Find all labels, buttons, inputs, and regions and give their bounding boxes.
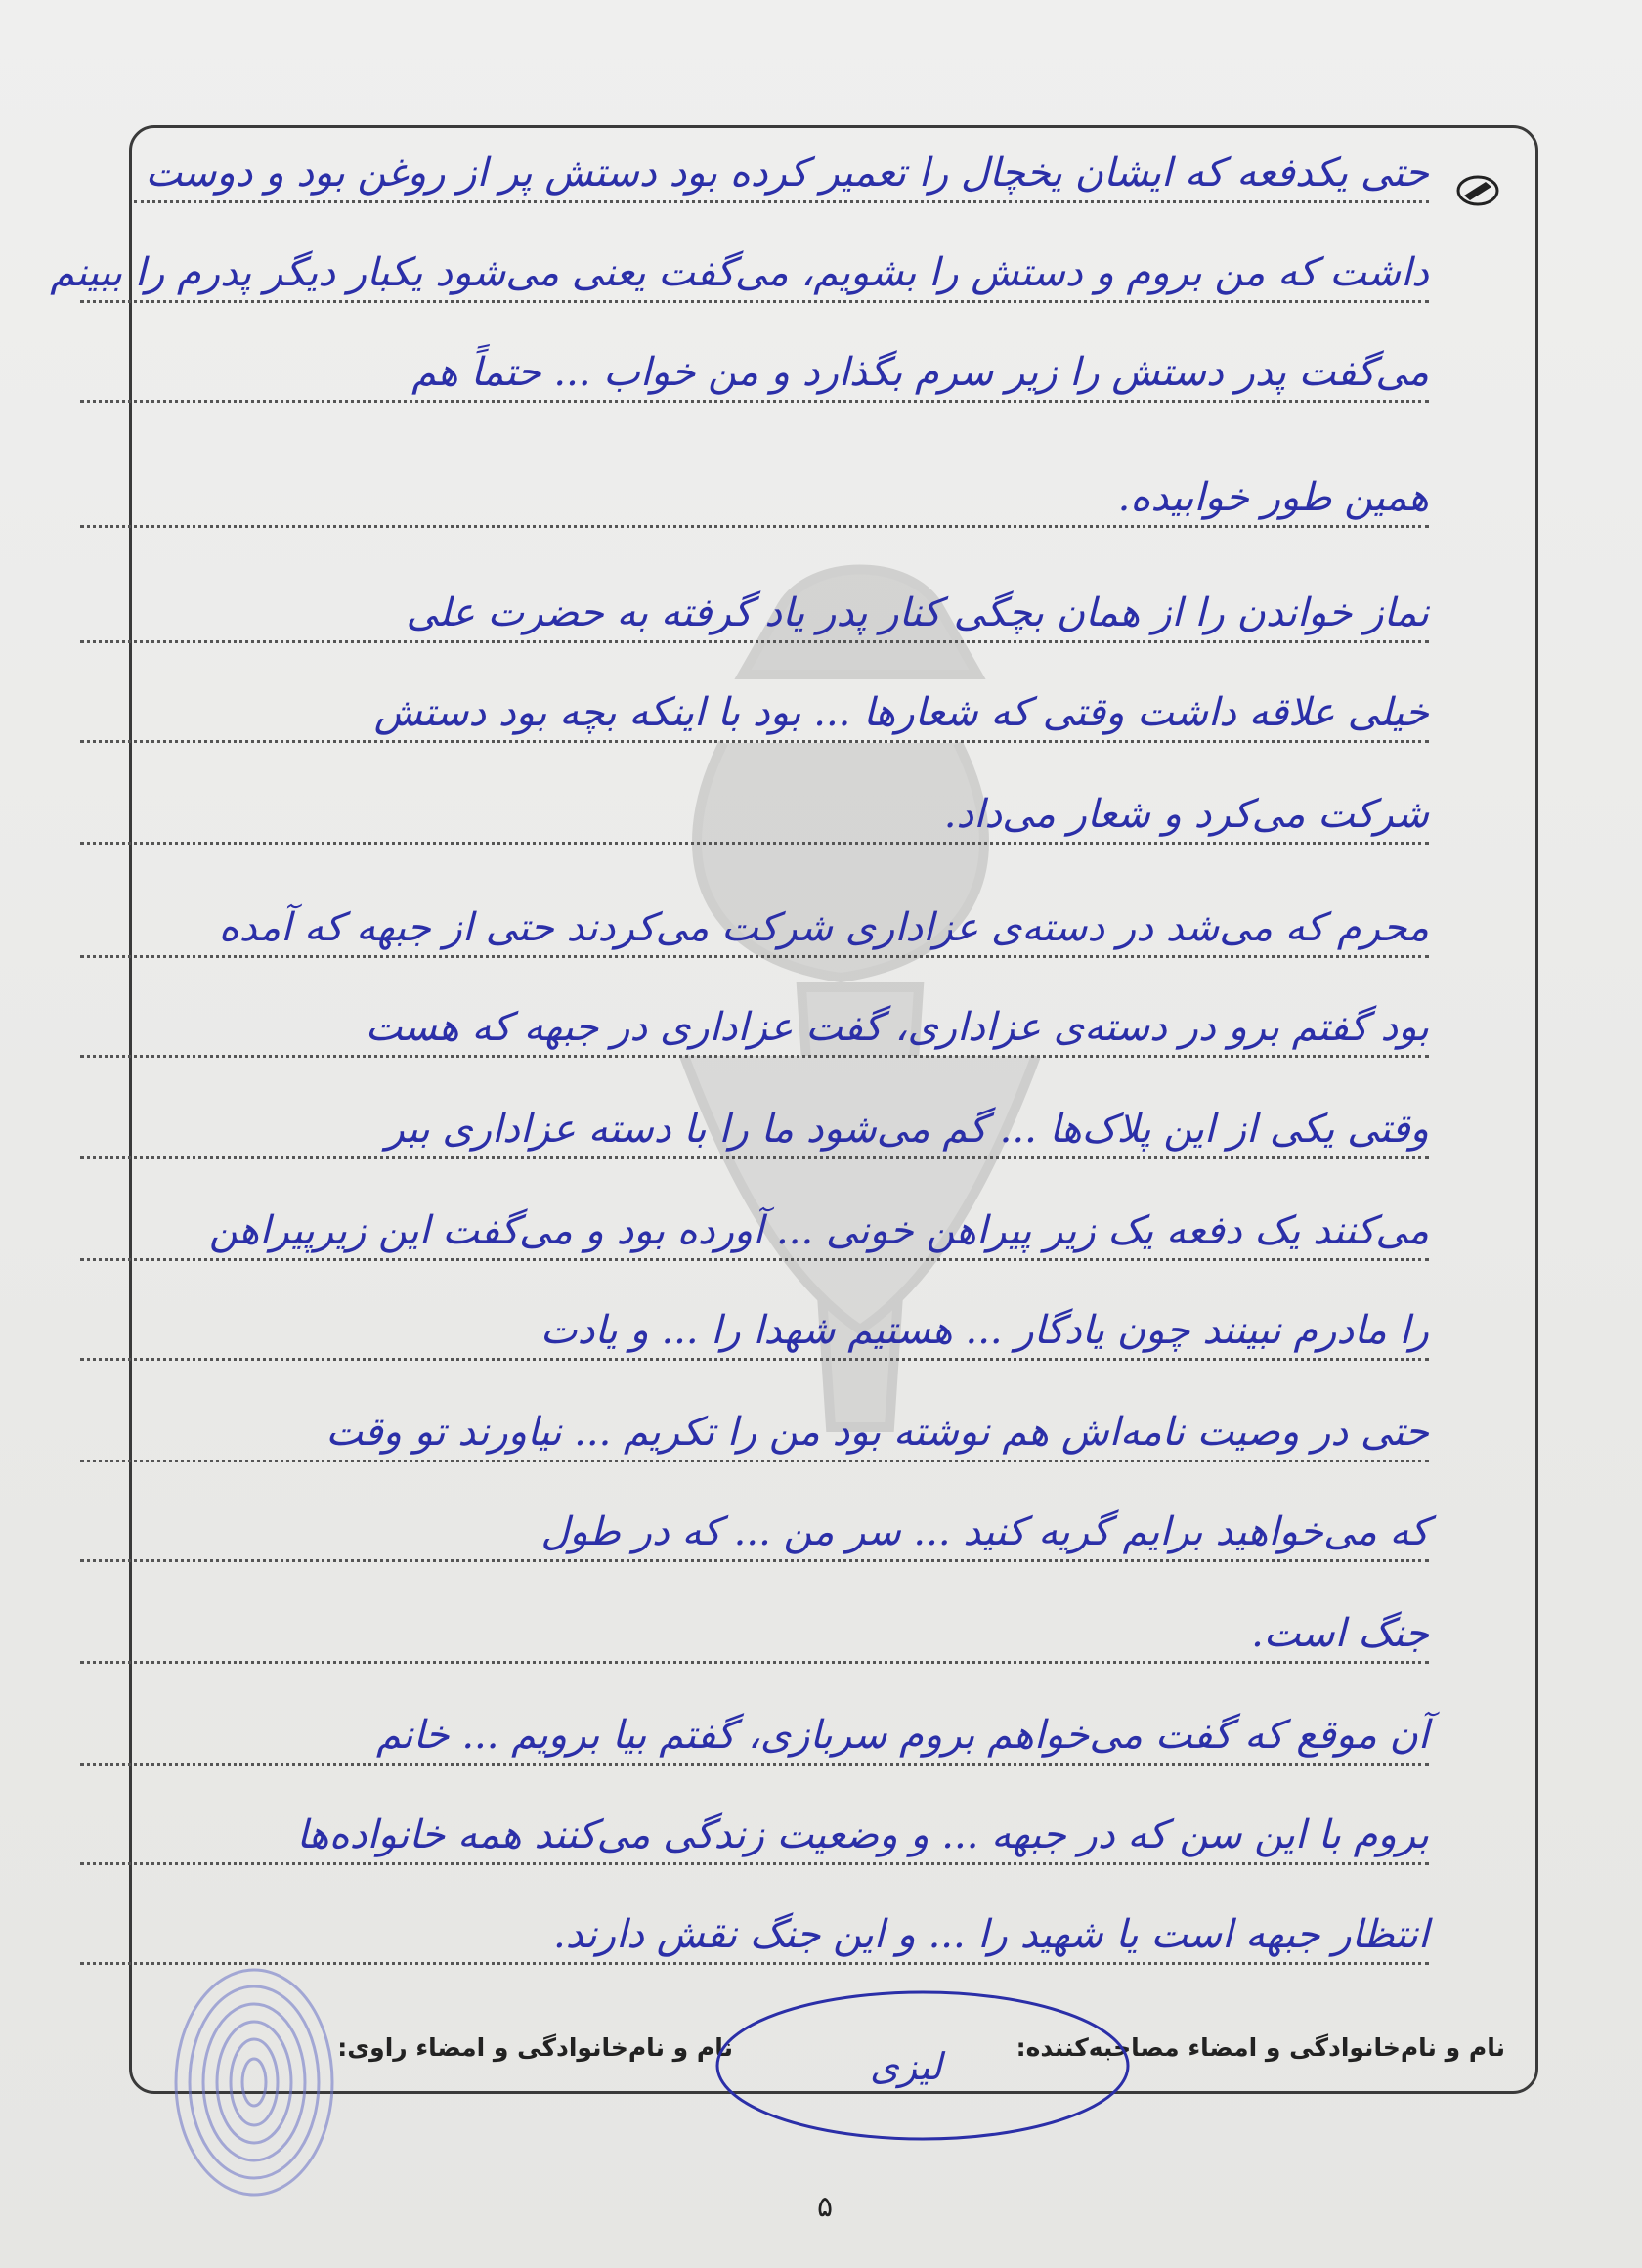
text-line-7: شرکت می‌کرد و شعار می‌داد. bbox=[80, 788, 1429, 850]
page-number: ۵ bbox=[817, 2190, 834, 2224]
text-line-9: بود گفتم برو در دسته‌ی عزاداری، گفت عزاداری در جبهه که هست bbox=[80, 1001, 1429, 1064]
text-line-17: بروم با این سن که در جبهه ... و وضعیت زندگی می‌کنند همه خانواده‌ها bbox=[80, 1809, 1429, 1871]
text-line-10: وقتی یکی از این پلاک‌ها ... گم می‌شود ما را با دسته عزاداری ببر bbox=[80, 1103, 1429, 1165]
text-line-12: را مادرم نبینند چون یادگار ... هستیم شهدا را ... و یادت bbox=[80, 1304, 1429, 1367]
text-line-18: انتظار جبهه است یا شهید را ... و این جنگ نقش دارند. bbox=[80, 1908, 1429, 1971]
text-line-11: می‌کنند یک دفعه یک زیر پیراهن خونی ... آورده بود و می‌گفت این زیرپیراهن bbox=[80, 1204, 1429, 1267]
fingerprint-mark bbox=[156, 1955, 352, 2209]
narrator-label: نام و نام‌خانوادگی و امضاء راوی: bbox=[337, 2033, 733, 2062]
text-line-15: جنگ است. bbox=[80, 1607, 1429, 1670]
text-line-4: همین طور خوابیده. bbox=[80, 471, 1429, 534]
text-line-14: که می‌خواهید برایم گریه کنید ... سر من ... که در طول bbox=[80, 1505, 1429, 1568]
text-line-5: نماز خواندن را از همان بچگی کنار پدر یاد گرفته به حضرت علی bbox=[80, 587, 1429, 649]
text-line-16: آن موقع که گفت می‌خواهم بروم سربازی، گفتم بیا برویم ... خانم bbox=[80, 1709, 1429, 1771]
text-line-6: خیلی علاقه داشت وقتی که شعارها ... بود با اینکه بچه بود دستش bbox=[80, 686, 1429, 749]
text-line-2: داشت که من بروم و دستش را بشویم، می‌گفت یعنی می‌شود یکبار دیگر پدرم را ببینم bbox=[80, 246, 1429, 309]
text-line-13: حتی در وصیت نامه‌اش هم نوشته بود من را تکریم ... نیاورند تو وقت bbox=[80, 1406, 1429, 1468]
text-line-3: می‌گفت پدر دستش را زیر سرم بگذارد و من خواب ... حتماً هم bbox=[80, 346, 1429, 409]
interviewer-signature: لیزی bbox=[870, 2045, 942, 2088]
text-line-1: حتی یکدفعه که ایشان یخچال را تعمیر کرده بود دستش پر از روغن بود و دوست bbox=[134, 147, 1429, 209]
interviewer-label: نام و نام‌خانوادگی و امضاء مصاحبه‌کننده: bbox=[1015, 2033, 1505, 2062]
text-line-8: محرم که می‌شد در دسته‌ی عزاداری شرکت می‌کردند حتی از جبهه که آمده bbox=[80, 901, 1429, 964]
